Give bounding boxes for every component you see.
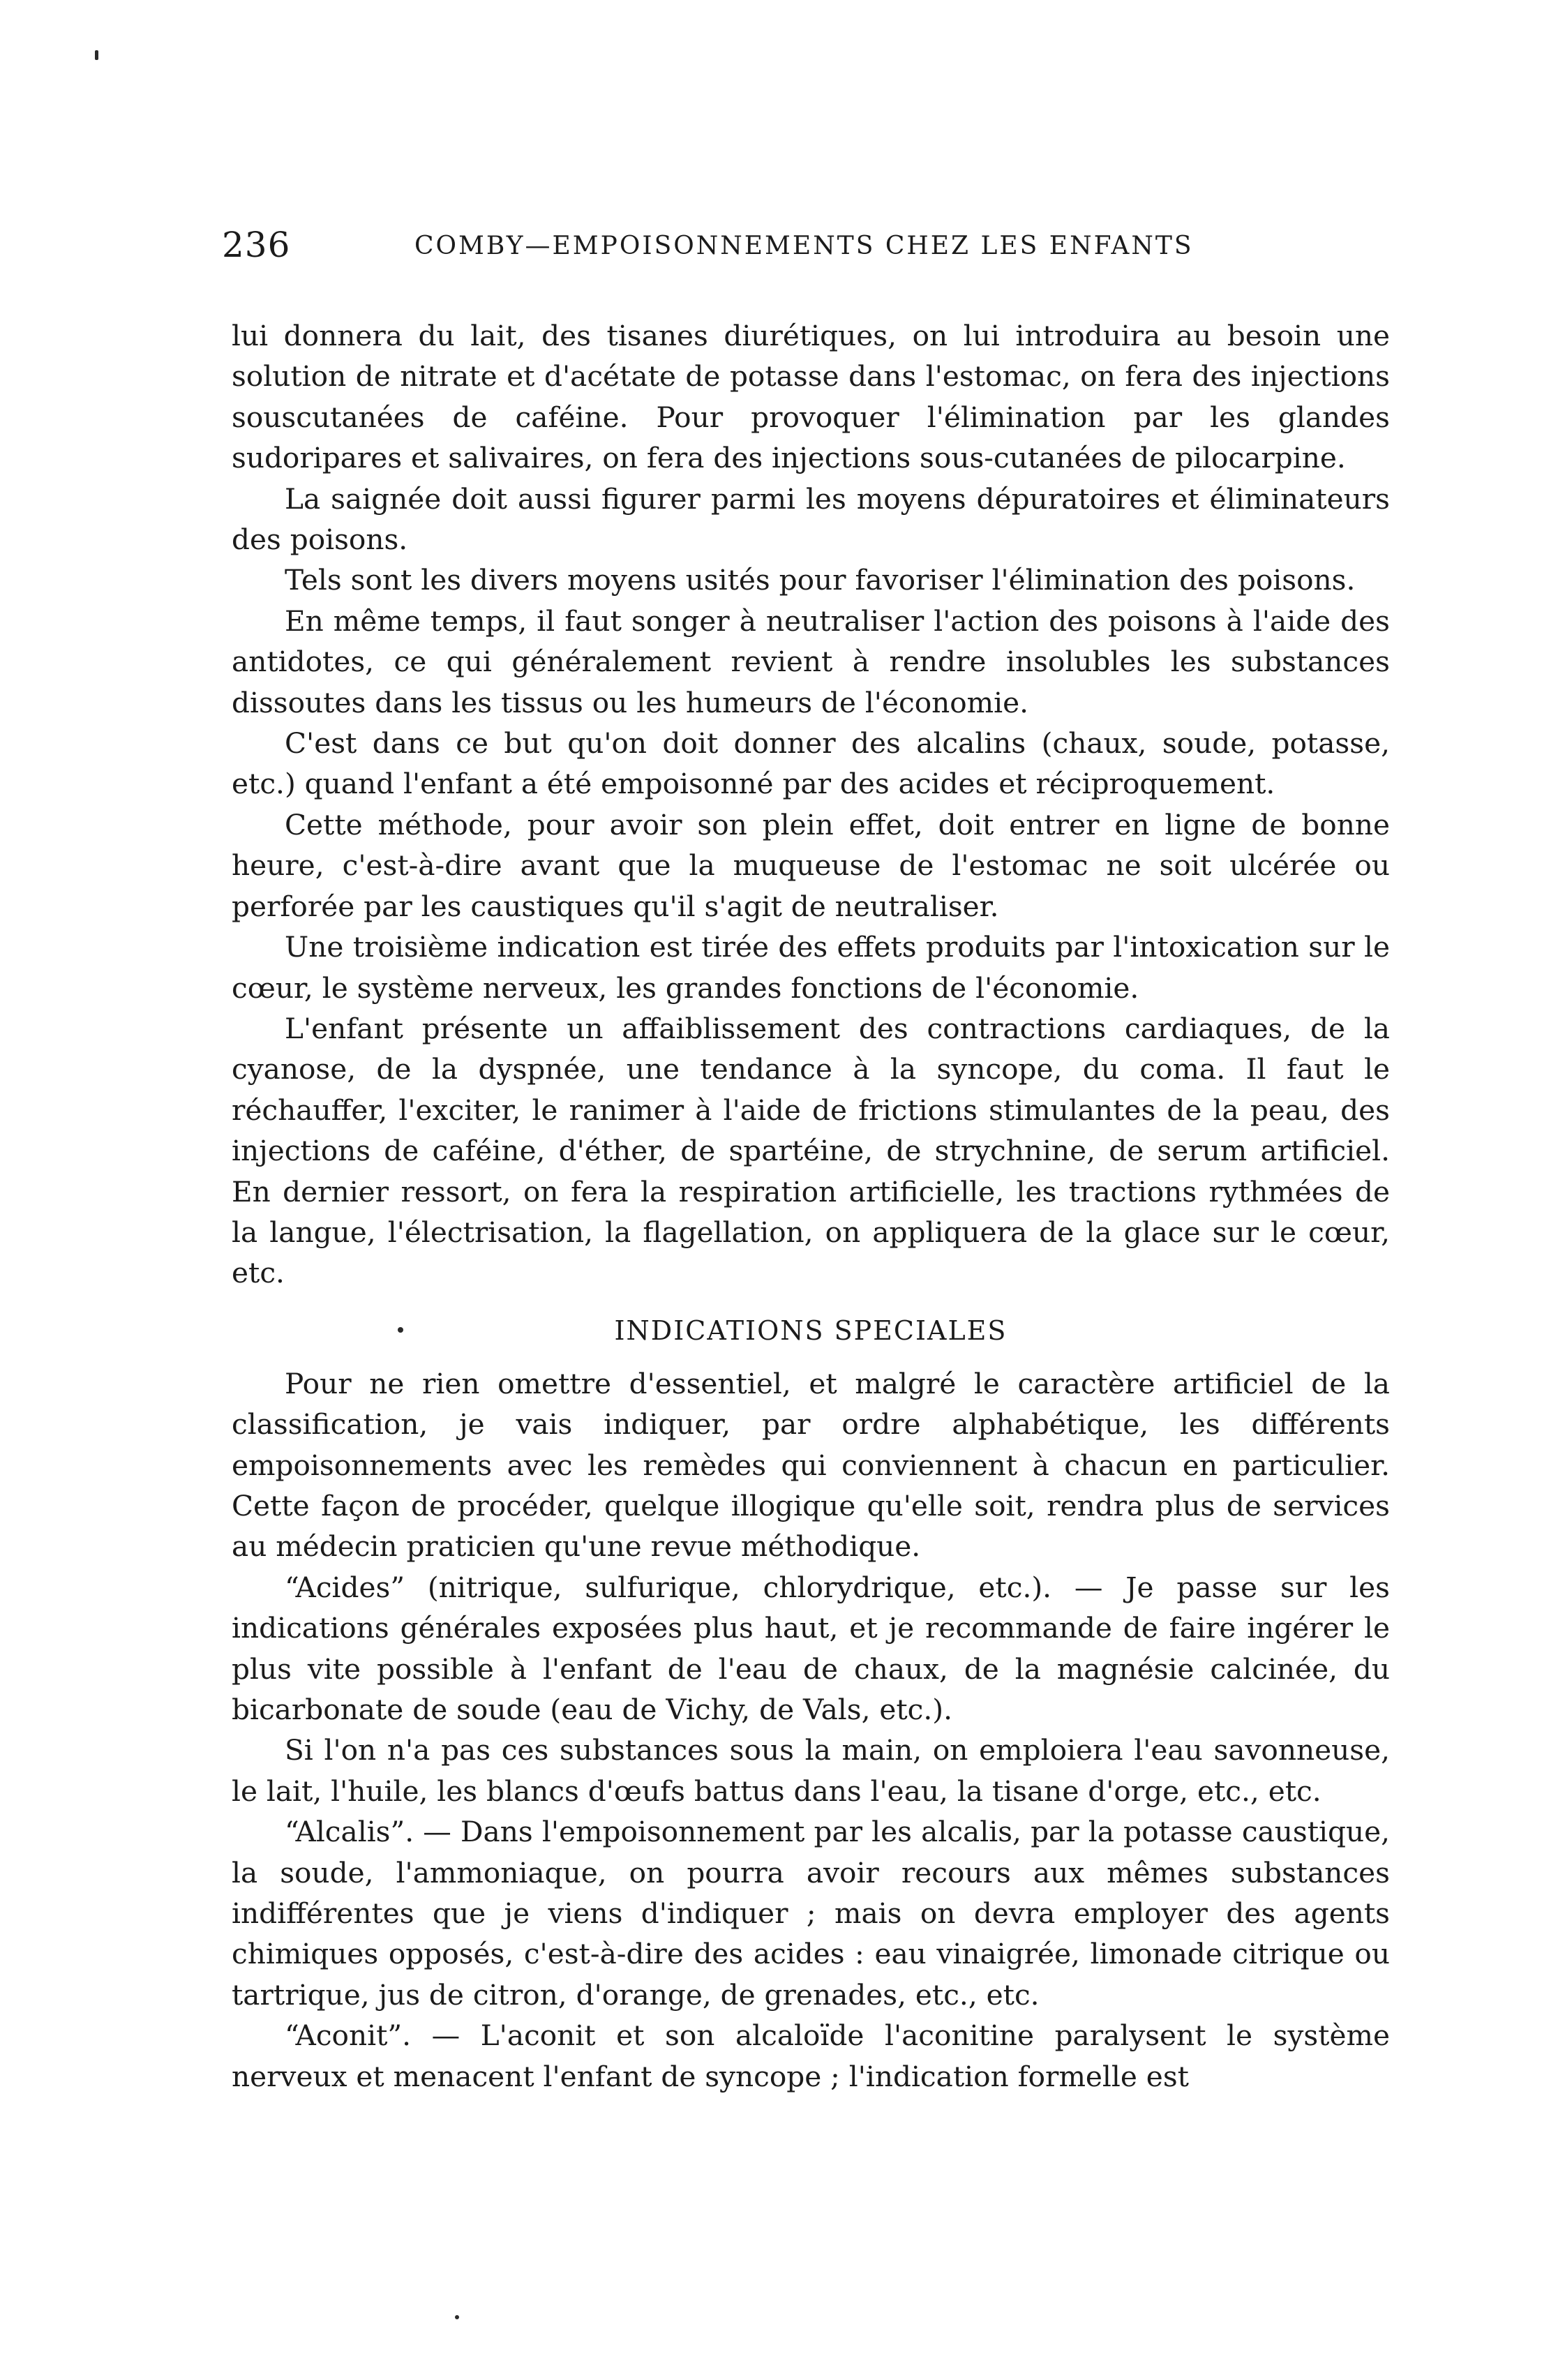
body-text	[232, 315, 1390, 2097]
scan-speck-top	[95, 50, 98, 60]
section-heading: INDICATIONS SPECIALES	[614, 1315, 1008, 1346]
page-number: 236	[222, 225, 291, 265]
paragraph: C'est dans ce but qu'on doit donner des alcalins (chaux, soude, potasse, etc.) quand l'enfant a été empoisonné par des acides et réciproquement.	[232, 726, 1390, 801]
paragraph: L'enfant présente un affaiblissement des contractions cardiaques, de la cyanose, de la dyspnée, une tendance à la syncope, du coma. Il faut le réchauffer, l'exciter, le ranimer à l'aide de frictions stimulantes de la peau, des injections de caféine, d'éther, de spartéine, de strychnine, de serum artificiel. En dernier ressort, on fera la respiration artificielle, les tractions rythmées de la langue, l'électrisation, la flagellation, on appliquera de la glace sur le cœur, etc.	[232, 1011, 1390, 1290]
section-heading-block	[232, 1310, 1390, 1351]
paragraph: “Alcalis”. — Dans l'empoisonnement par les alcalis, par la potasse caustique, la soude, l'ammoniaque, on pourra avoir recours aux mêmes substances indifférentes que je viens d'indiquer ; mais on devra employer des agents chimiques opposés, c'est-à-dire des acides : eau vinaigrée, limonade citrique ou tartrique, jus de citron, d'orange, de grenades, etc., etc.	[232, 1815, 1390, 2012]
bullet-dot-icon	[398, 1327, 403, 1333]
paragraph: Tels sont les divers moyens usités pour favoriser l'élimination des poisons.	[285, 563, 1356, 597]
paragraph: En même temps, il faut songer à neutraliser l'action des poisons à l'aide des antidotes, ce qui généralement revient à rendre insolubles les substances dissoutes dans les tissus ou les humeurs de l'économie.	[232, 604, 1390, 719]
scan-speck-bottom	[455, 2315, 459, 2319]
running-head	[222, 222, 1237, 278]
paragraph: Si l'on n'a pas ces substances sous la main, on emploiera l'eau savonneuse, le lait, l'huile, les blancs d'œufs battus dans l'eau, la tisane d'orge, etc., etc.	[232, 1733, 1390, 1808]
paragraph: Cette méthode, pour avoir son plein effet, doit entrer en ligne de bonne heure, c'est-à-dire avant que la muqueuse de l'estomac ne soit ulcérée ou perforée par les caustiques qu'il s'agit de neutraliser.	[232, 807, 1390, 923]
paragraph: La saignée doit aussi figurer parmi les moyens dépuratoires et éliminateurs des poisons.	[232, 481, 1390, 557]
paragraph: “Acides” (nitrique, sulfurique, chlorydrique, etc.). — Je passe sur les indications générales exposées plus haut, et je recommande de faire ingérer le plus vite possible à l'enfant de l'eau de chaux, de la magnésie calcinée, du bicarbonate de soude (eau de Vichy, de Vals, etc.).	[232, 1570, 1390, 1726]
paragraph: lui donnera du lait, des tisanes diurétiques, on lui introduira au besoin une solution de nitrate et d'acétate de potasse dans l'estomac, on fera des injections souscutanées de caféine. Pour provoquer l'élimination par les glandes sudoripares et salivaires, on fera des injections sous-cutanées de pilocarpine.	[232, 319, 1390, 475]
paragraph: Pour ne rien omettre d'essentiel, et malgré le caractère artificiel de la classification, je vais indiquer, par ordre alphabétique, les différents empoisonnements avec les remèdes qui conviennent à chacun en particulier. Cette façon de procéder, quelque illogique qu'elle soit, rendra plus de services au médecin praticien qu'une revue méthodique.	[232, 1366, 1390, 1564]
paragraph: Une troisième indication est tirée des effets produits par l'intoxication sur le cœur, le système nerveux, les grandes fonctions de l'économie.	[232, 930, 1390, 1005]
paragraph: “Aconit”. — L'aconit et son alcaloïde l'aconitine paralysent le système nerveux et menacent l'enfant de syncope ; l'indication formelle est	[232, 2019, 1390, 2093]
running-title: COMBY—EMPOISONNEMENTS CHEZ LES ENFANTS	[414, 232, 1194, 260]
